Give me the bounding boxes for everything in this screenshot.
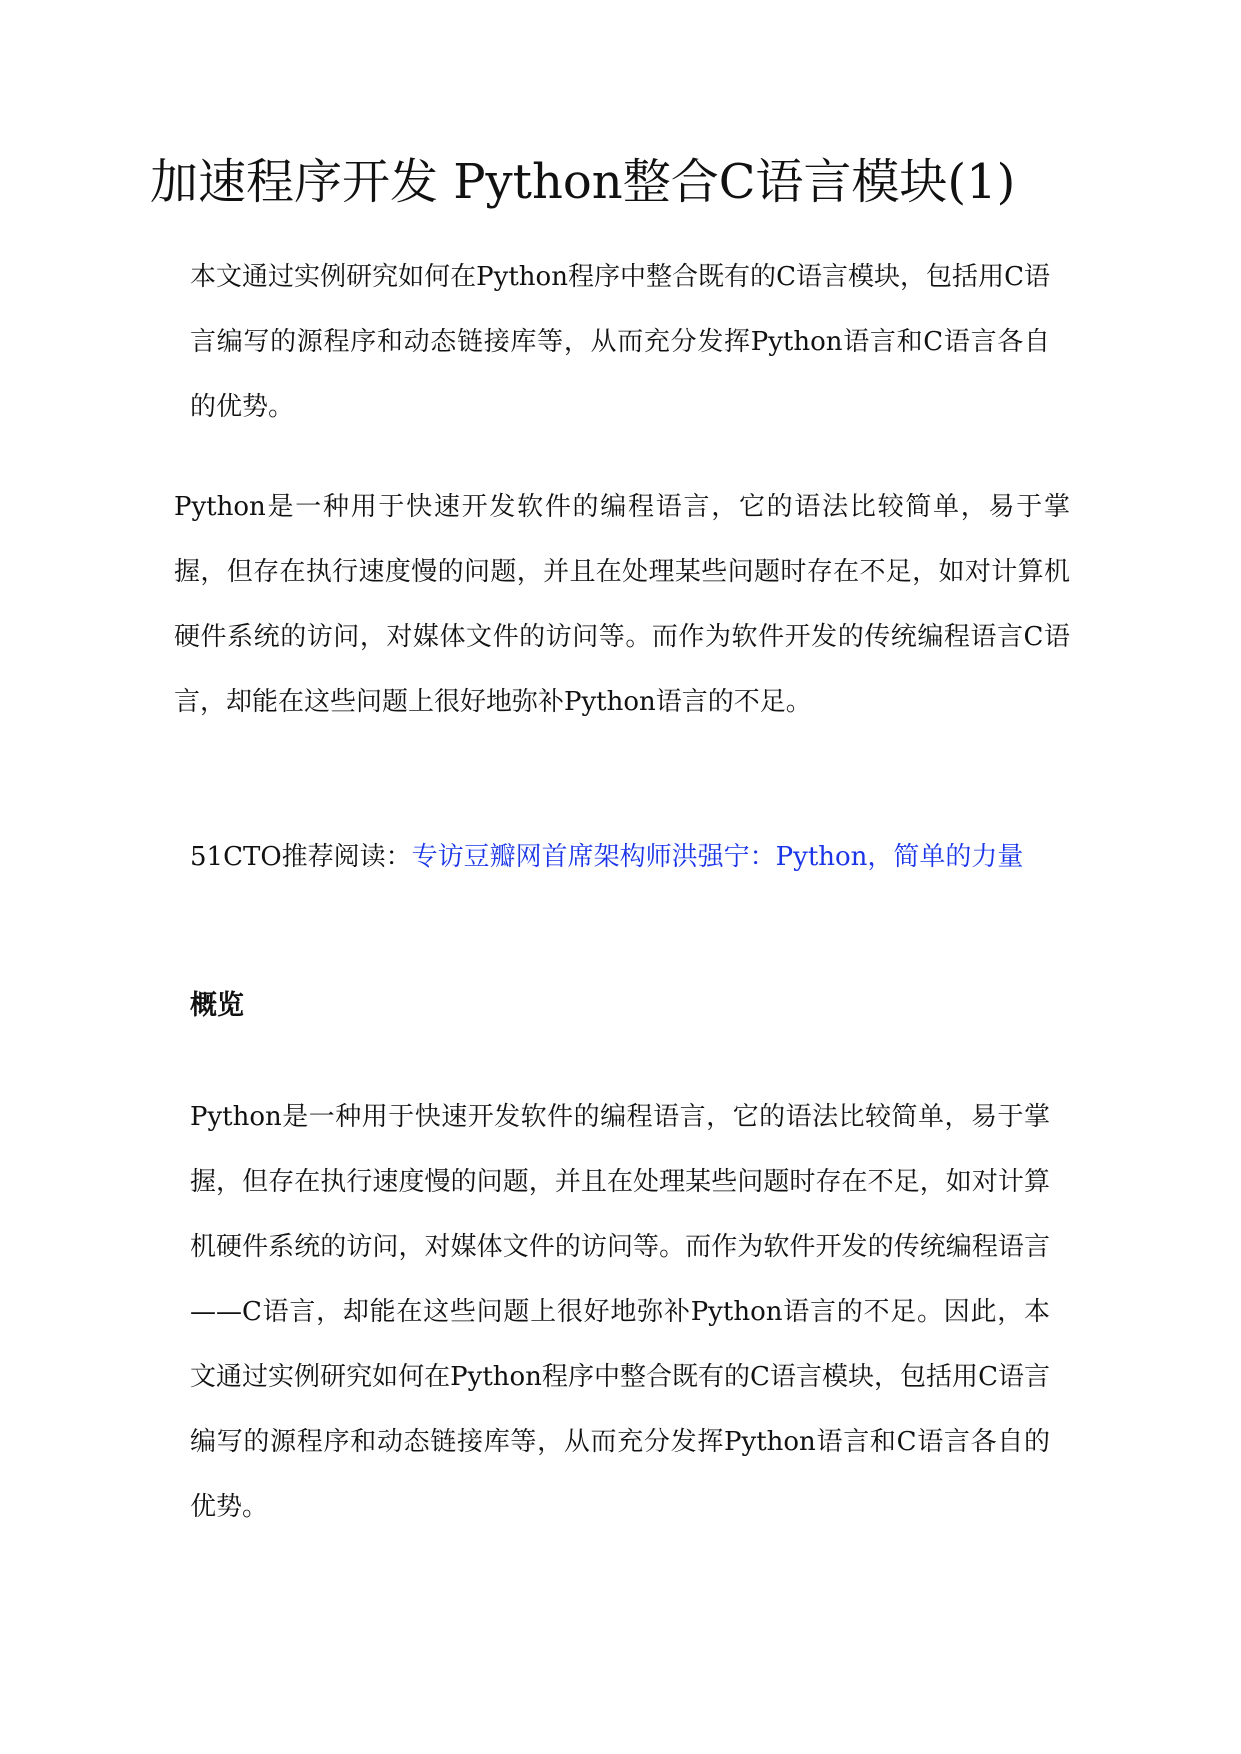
recommended-article-link[interactable]: 专访豆瓣网首席架构师洪强宁：Python，简单的力量 [411, 842, 1024, 872]
overview-paragraph: Python是一种用于快速开发软件的编程语言，它的语法比较简单，易于掌握，但存在执行速度慢的问题，并且在处理某些问题时存在不足，如对计算机硬件系统的访问，对媒体文件的访问等。而作为软件开发的传统编程语言——C语言，却能在这些问题上很好地弥补Python语言的不足。因此，本文通过实例研究如何在Python程序中整合既有的C语言模块，包括用C语言编写的源程序和动态链接库等，从而充分发挥Python语言和C语言各自的优势。 [190, 1102, 1050, 1522]
section-heading-overview: 概览 [190, 990, 244, 1021]
page-title: 加速程序开发 Python整合C语言模块(1) [150, 154, 1016, 210]
summary-paragraph: 本文通过实例研究如何在Python程序中整合既有的C语言模块，包括用C语言编写的源程序和动态链接库等，从而充分发挥Python语言和C语言各自的优势。 [190, 262, 1050, 422]
recommended-reading-label: 51CTO推荐阅读： [190, 842, 412, 872]
intro-paragraph: Python是一种用于快速开发软件的编程语言，它的语法比较简单，易于掌握，但存在执行速度慢的问题，并且在处理某些问题时存在不足，如对计算机硬件系统的访问，对媒体文件的访问等。而作为软件开发的传统编程语言C语言，却能在这些问题上很好地弥补Python语言的不足。 [174, 492, 1070, 717]
recommended-reading [190, 825, 1050, 890]
